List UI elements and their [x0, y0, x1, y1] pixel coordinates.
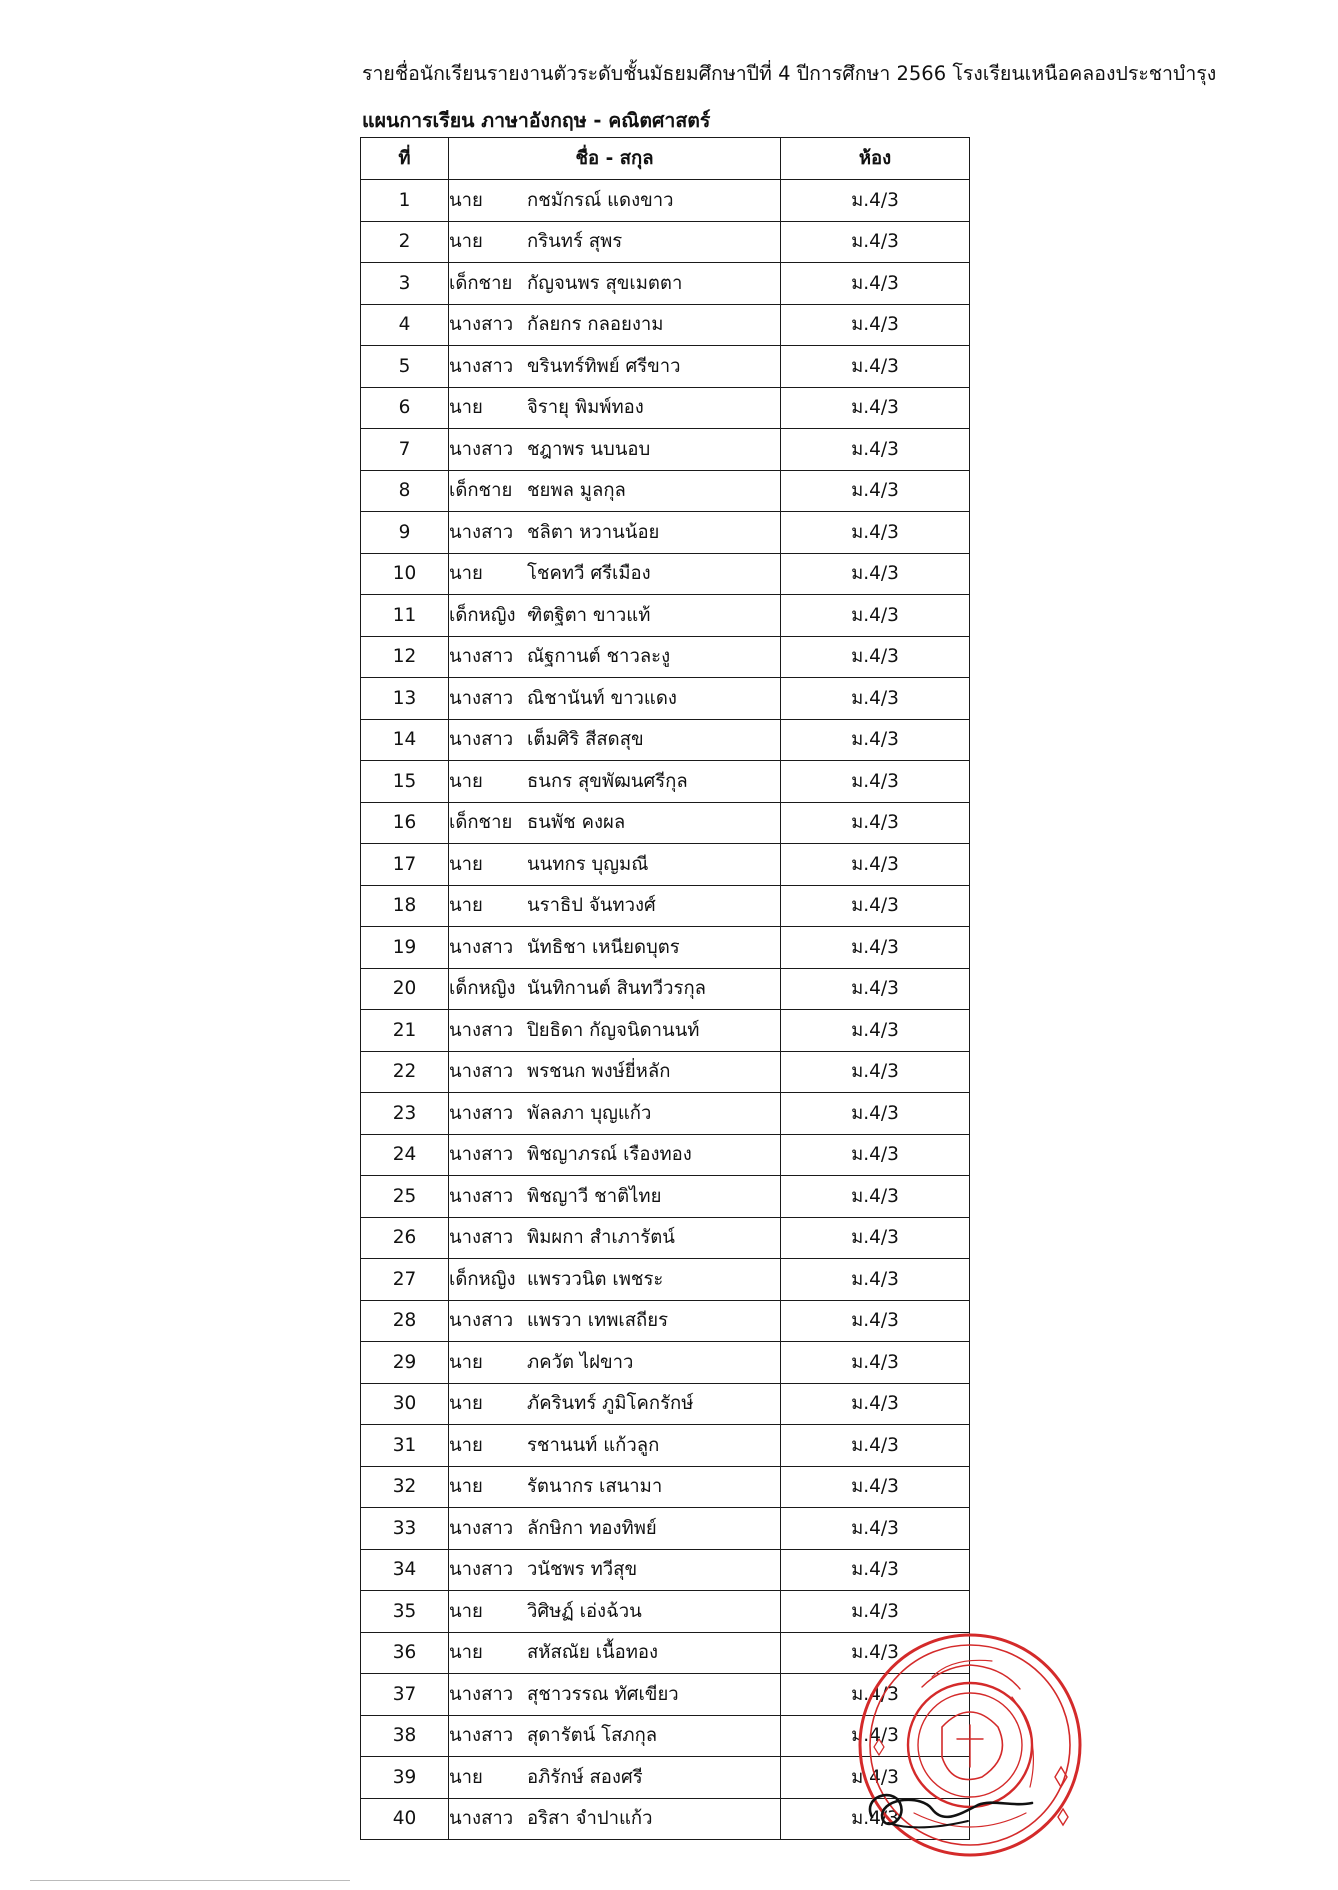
student-name: แพรววนิต เพชระ [527, 1268, 664, 1290]
room-cell: ม.4/3 [781, 180, 970, 222]
student-name-cell [449, 1508, 781, 1550]
student-name-cell [449, 678, 781, 720]
name-prefix: นางสาว [449, 1310, 514, 1332]
row-number: 33 [361, 1508, 449, 1550]
name-prefix: นาย [449, 895, 483, 917]
student-name-cell [449, 263, 781, 305]
student-name-cell [449, 1010, 781, 1052]
student-name-cell [449, 221, 781, 263]
student-name: ชลิตา หวานน้อย [527, 521, 660, 543]
table-row [361, 1674, 970, 1716]
room-cell: ม.4/3 [781, 1591, 970, 1633]
room-cell: ม.4/3 [781, 1093, 970, 1135]
document-subtitle: แผนการเรียน ภาษาอังกฤษ - คณิตศาสตร์ [362, 109, 711, 132]
row-number: 10 [361, 553, 449, 595]
header-name: ชื่อ - สกุล [449, 138, 781, 180]
name-prefix: นางสาว [449, 1559, 514, 1581]
room-cell: ม.4/3 [781, 553, 970, 595]
table-row [361, 1300, 970, 1342]
name-prefix: นางสาว [449, 687, 514, 709]
student-name: อริสา จำปาแก้ว [527, 1808, 653, 1830]
student-name-cell [449, 636, 781, 678]
student-name-cell [449, 595, 781, 637]
student-name: สุดารัตน์ โสภกุล [527, 1725, 658, 1747]
student-name: ภัครินทร์ ภูมิโคกรักษ์ [527, 1393, 694, 1415]
name-prefix: นาย [449, 1393, 483, 1415]
row-number: 7 [361, 429, 449, 471]
student-name-cell [449, 304, 781, 346]
header-room: ห้อง [781, 138, 970, 180]
row-number: 8 [361, 470, 449, 512]
student-name-cell [449, 1466, 781, 1508]
student-name: วนัชพร ทวีสุข [527, 1559, 638, 1581]
student-name: วิศิษฏ์ เอ่งฉ้วน [527, 1600, 642, 1622]
student-name-cell [449, 844, 781, 886]
name-prefix: เด็กหญิง [449, 604, 516, 626]
student-name: กัลยกร กลอยงาม [527, 314, 664, 336]
student-name: สหัสณัย เนื้อทอง [527, 1642, 659, 1664]
student-name: ฑิตฐิตา ขาวแท้ [527, 604, 651, 626]
student-name-cell [449, 1217, 781, 1259]
table-row [361, 387, 970, 429]
room-cell: ม.4/3 [781, 470, 970, 512]
room-cell: ม.4/3 [781, 927, 970, 969]
student-name: พรชนก พงษ์ยี่หลัก [527, 1061, 671, 1083]
row-number: 28 [361, 1300, 449, 1342]
bottom-rule [30, 1880, 350, 1881]
student-name: เต็มศิริ สีสดสุข [527, 729, 644, 751]
name-prefix: นาย [449, 1476, 483, 1498]
room-cell: ม.4/3 [781, 1176, 970, 1218]
name-prefix: นางสาว [449, 1808, 514, 1830]
row-number: 23 [361, 1093, 449, 1135]
name-prefix: นางสาว [449, 1061, 514, 1083]
student-name-cell [449, 1134, 781, 1176]
student-name: พัลลภา บุญแก้ว [527, 1102, 652, 1124]
table-row [361, 885, 970, 927]
student-name-cell [449, 1425, 781, 1467]
table-row [361, 719, 970, 761]
student-name: นันทิกานต์ สินทวีวรกุล [527, 978, 707, 1000]
student-name-cell [449, 429, 781, 471]
row-number: 22 [361, 1051, 449, 1093]
student-name-cell [449, 180, 781, 222]
student-name-cell [449, 1300, 781, 1342]
row-number: 6 [361, 387, 449, 429]
room-cell: ม.4/3 [781, 1217, 970, 1259]
room-cell: ม.4/3 [781, 1798, 970, 1840]
table-row [361, 1549, 970, 1591]
row-number: 25 [361, 1176, 449, 1218]
room-cell: ม.4/3 [781, 636, 970, 678]
row-number: 32 [361, 1466, 449, 1508]
row-number: 17 [361, 844, 449, 886]
student-name: โชคทวี ศรีเมือง [527, 563, 651, 585]
student-name-cell [449, 1176, 781, 1218]
header-no: ที่ [361, 138, 449, 180]
room-cell: ม.4/3 [781, 1425, 970, 1467]
row-number: 12 [361, 636, 449, 678]
row-number: 14 [361, 719, 449, 761]
name-prefix: นางสาว [449, 1185, 514, 1207]
name-prefix: นางสาว [449, 646, 514, 668]
table-row [361, 221, 970, 263]
row-number: 29 [361, 1342, 449, 1384]
name-prefix: นางสาว [449, 1102, 514, 1124]
table-row [361, 1217, 970, 1259]
student-name-cell [449, 1798, 781, 1840]
table-row [361, 595, 970, 637]
row-number: 26 [361, 1217, 449, 1259]
row-number: 39 [361, 1757, 449, 1799]
student-name: แพรวา เทพเสถียร [527, 1310, 669, 1332]
row-number: 37 [361, 1674, 449, 1716]
row-number: 27 [361, 1259, 449, 1301]
table-row [361, 1134, 970, 1176]
table-row [361, 761, 970, 803]
student-name: นราธิป จันทวงศ์ [527, 895, 656, 917]
table-row [361, 1259, 970, 1301]
table-row [361, 802, 970, 844]
room-cell: ม.4/3 [781, 263, 970, 305]
row-number: 13 [361, 678, 449, 720]
room-cell: ม.4/3 [781, 1010, 970, 1052]
table-row [361, 1591, 970, 1633]
table-row [361, 1010, 970, 1052]
student-name: ลักษิกา ทองทิพย์ [527, 1517, 657, 1539]
room-cell: ม.4/3 [781, 346, 970, 388]
room-cell: ม.4/3 [781, 1300, 970, 1342]
student-name: ชยพล มูลกุล [527, 480, 626, 502]
student-name-cell [449, 1383, 781, 1425]
name-prefix: นางสาว [449, 1725, 514, 1747]
student-name: ขรินทร์ทิพย์ ศรีขาว [527, 355, 681, 377]
name-prefix: นาย [449, 1766, 483, 1788]
room-cell: ม.4/3 [781, 678, 970, 720]
name-prefix: นาย [449, 563, 483, 585]
row-number: 9 [361, 512, 449, 554]
table-row [361, 844, 970, 886]
student-name: รชานนท์ แก้วลูก [527, 1434, 660, 1456]
row-number: 31 [361, 1425, 449, 1467]
room-cell: ม.4/3 [781, 512, 970, 554]
name-prefix: นางสาว [449, 936, 514, 958]
student-name-cell [449, 346, 781, 388]
student-name-cell [449, 927, 781, 969]
student-name: กรินทร์ สุพร [527, 231, 623, 253]
name-prefix: นางสาว [449, 1227, 514, 1249]
name-prefix: เด็กหญิง [449, 978, 516, 1000]
room-cell: ม.4/3 [781, 1549, 970, 1591]
student-name-cell [449, 553, 781, 595]
row-number: 18 [361, 885, 449, 927]
room-cell: ม.4/3 [781, 429, 970, 471]
room-cell: ม.4/3 [781, 387, 970, 429]
table-row [361, 1632, 970, 1674]
name-prefix: นางสาว [449, 729, 514, 751]
student-name: ธนกร สุขพัฒนศรีกุล [527, 770, 688, 792]
table-row [361, 1508, 970, 1550]
student-name: ธนพัช คงผล [527, 812, 626, 834]
name-prefix: นาย [449, 770, 483, 792]
row-number: 24 [361, 1134, 449, 1176]
student-name: พิชญาภรณ์ เรืองทอง [527, 1144, 692, 1166]
row-number: 30 [361, 1383, 449, 1425]
student-name-cell [449, 1093, 781, 1135]
student-name-cell [449, 1757, 781, 1799]
table-row [361, 636, 970, 678]
name-prefix: นางสาว [449, 1683, 514, 1705]
row-number: 34 [361, 1549, 449, 1591]
row-number: 15 [361, 761, 449, 803]
name-prefix: นาย [449, 1600, 483, 1622]
name-prefix: นางสาว [449, 438, 514, 460]
student-name: ปิยธิดา กัญจนิดานนท์ [527, 1019, 700, 1041]
row-number: 21 [361, 1010, 449, 1052]
student-name-cell [449, 1051, 781, 1093]
student-name-cell [449, 1674, 781, 1716]
student-name-cell [449, 470, 781, 512]
student-name: นัทธิชา เหนียดบุตร [527, 936, 680, 958]
room-cell: ม.4/3 [781, 1757, 970, 1799]
table-row [361, 180, 970, 222]
row-number: 1 [361, 180, 449, 222]
student-name: ชฎาพร นบนอบ [527, 438, 651, 460]
room-cell: ม.4/3 [781, 761, 970, 803]
student-name-cell [449, 802, 781, 844]
table-row [361, 927, 970, 969]
student-name-cell [449, 1342, 781, 1384]
student-name: กชมักรณ์ แดงขาว [527, 189, 674, 211]
room-cell: ม.4/3 [781, 304, 970, 346]
table-row [361, 1715, 970, 1757]
student-name-cell [449, 512, 781, 554]
name-prefix: นาย [449, 853, 483, 875]
name-prefix: เด็กหญิง [449, 1268, 516, 1290]
student-name-cell [449, 968, 781, 1010]
name-prefix: นาย [449, 1351, 483, 1373]
table-row [361, 1383, 970, 1425]
student-name: นนทกร บุญมณี [527, 853, 649, 875]
room-cell: ม.4/3 [781, 844, 970, 886]
name-prefix: นางสาว [449, 314, 514, 336]
table-header-row [361, 138, 970, 180]
name-prefix: นางสาว [449, 1517, 514, 1539]
name-prefix: นางสาว [449, 1144, 514, 1166]
table-row [361, 1176, 970, 1218]
room-cell: ม.4/3 [781, 1466, 970, 1508]
name-prefix: นาย [449, 189, 483, 211]
room-cell: ม.4/3 [781, 595, 970, 637]
name-prefix: นาย [449, 1434, 483, 1456]
student-name: สุชาวรรณ ทัศเขียว [527, 1683, 679, 1705]
name-prefix: นางสาว [449, 521, 514, 543]
row-number: 40 [361, 1798, 449, 1840]
student-name: พิชญาวี ชาติไทย [527, 1185, 662, 1207]
row-number: 4 [361, 304, 449, 346]
room-cell: ม.4/3 [781, 1342, 970, 1384]
name-prefix: นางสาว [449, 355, 514, 377]
room-cell: ม.4/3 [781, 1259, 970, 1301]
room-cell: ม.4/3 [781, 1632, 970, 1674]
student-name-cell [449, 1715, 781, 1757]
name-prefix: นาย [449, 231, 483, 253]
table-row [361, 346, 970, 388]
row-number: 11 [361, 595, 449, 637]
row-number: 35 [361, 1591, 449, 1633]
name-prefix: นางสาว [449, 1019, 514, 1041]
student-name: กัญจนพร สุขเมตตา [527, 272, 683, 294]
table-row [361, 1093, 970, 1135]
table-row [361, 429, 970, 471]
row-number: 19 [361, 927, 449, 969]
room-cell: ม.4/3 [781, 802, 970, 844]
student-name-cell [449, 1591, 781, 1633]
name-prefix: นาย [449, 397, 483, 419]
document-title: รายชื่อนักเรียนรายงานตัวระดับชั้นมัธยมศึกษาปีที่ 4 ปีการศึกษา 2566 โรงเรียนเหนือคลองประชาบำรุง [362, 62, 1217, 85]
row-number: 38 [361, 1715, 449, 1757]
room-cell: ม.4/3 [781, 1051, 970, 1093]
table-row [361, 1757, 970, 1799]
table-row [361, 304, 970, 346]
student-name: ณัฐกานต์ ชาวละงู [527, 646, 671, 668]
student-name-cell [449, 1632, 781, 1674]
room-cell: ม.4/3 [781, 1134, 970, 1176]
room-cell: ม.4/3 [781, 719, 970, 761]
student-name-cell [449, 719, 781, 761]
table-row [361, 553, 970, 595]
student-name: พิมผกา สำเภารัตน์ [527, 1227, 675, 1249]
row-number: 3 [361, 263, 449, 305]
name-prefix: นาย [449, 1642, 483, 1664]
student-name-cell [449, 1259, 781, 1301]
student-name: จิรายุ พิมพ์ทอง [527, 397, 644, 419]
room-cell: ม.4/3 [781, 1508, 970, 1550]
row-number: 5 [361, 346, 449, 388]
name-prefix: เด็กชาย [449, 272, 513, 294]
student-name-cell [449, 761, 781, 803]
student-name: ภควัต ไฝขาว [527, 1351, 634, 1373]
table-row [361, 470, 970, 512]
table-body [361, 180, 970, 1840]
room-cell: ม.4/3 [781, 885, 970, 927]
room-cell: ม.4/3 [781, 968, 970, 1010]
student-name-cell [449, 885, 781, 927]
room-cell: ม.4/3 [781, 1715, 970, 1757]
name-prefix: เด็กชาย [449, 480, 513, 502]
table-row [361, 1051, 970, 1093]
table-row [361, 1342, 970, 1384]
table-row [361, 968, 970, 1010]
student-name: อภิรักษ์ สองศรี [527, 1766, 643, 1788]
row-number: 20 [361, 968, 449, 1010]
room-cell: ม.4/3 [781, 1674, 970, 1716]
room-cell: ม.4/3 [781, 1383, 970, 1425]
student-name: รัตนากร เสนามา [527, 1476, 663, 1498]
table-row [361, 1466, 970, 1508]
student-name-cell [449, 1549, 781, 1591]
row-number: 2 [361, 221, 449, 263]
table-row [361, 1425, 970, 1467]
student-roster-table [360, 137, 970, 1840]
table-row [361, 1798, 970, 1840]
table-row [361, 678, 970, 720]
room-cell: ม.4/3 [781, 221, 970, 263]
student-name-cell [449, 387, 781, 429]
name-prefix: เด็กชาย [449, 812, 513, 834]
row-number: 16 [361, 802, 449, 844]
table-row [361, 512, 970, 554]
table-row [361, 263, 970, 305]
student-name: ณิชานันท์ ขาวแดง [527, 687, 677, 709]
row-number: 36 [361, 1632, 449, 1674]
